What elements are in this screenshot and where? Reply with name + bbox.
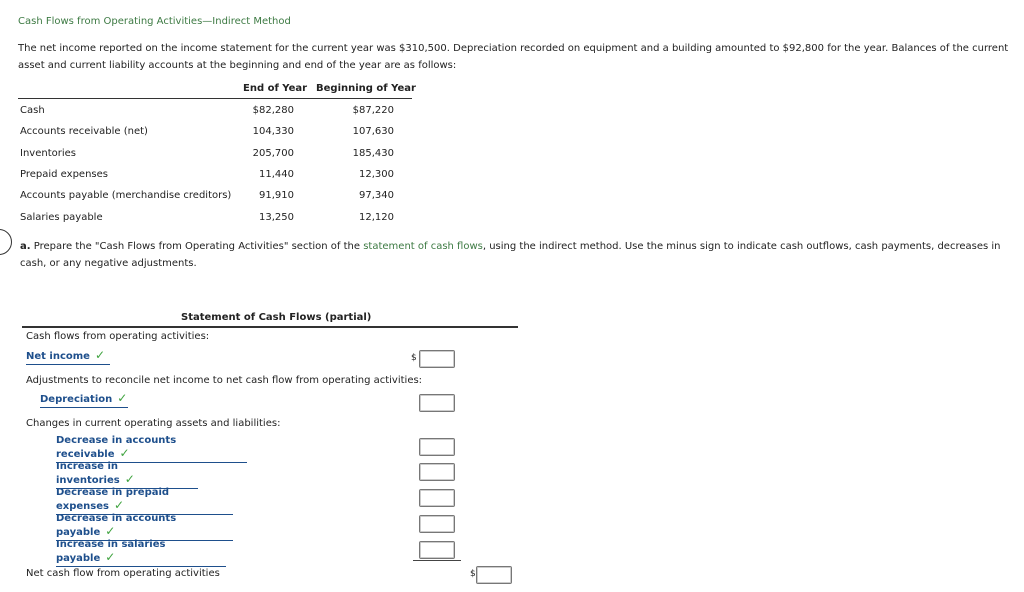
prepaid-expenses-amount-input[interactable]	[419, 489, 455, 507]
problem-intro: The net income reported on the income statement for the current year was $310,500. Depreciation recorded on equipment and a building amounted to $92,800 for the year. Balances of the current asset and current liability accounts at the beginning and end of the year are as follows:	[18, 43, 1009, 71]
table-row-label: Prepaid expenses	[20, 169, 108, 180]
operating-heading: Cash flows from operating activities:	[26, 331, 210, 342]
table-row-label: Cash	[20, 105, 45, 116]
depreciation-select[interactable]: Depreciation ✓	[40, 391, 128, 408]
subtotal-rule	[413, 560, 461, 561]
dollar-sign: $	[411, 353, 417, 363]
table-row-begin: 107,630	[352, 126, 394, 137]
check-icon: ✓	[124, 472, 135, 486]
check-icon: ✓	[113, 498, 125, 512]
table-row-end: 91,910	[259, 190, 294, 201]
change-select-accounts-receivable[interactable]: Decrease in accounts receivable ✓	[56, 435, 247, 463]
table-row-label: Accounts payable (merchandise creditors)	[20, 190, 232, 201]
table-row-label: Salaries payable	[20, 212, 103, 223]
net-cash-label: Net cash flow from operating activities	[26, 568, 220, 579]
check-icon: ✓	[119, 446, 130, 460]
table-row-begin: 185,430	[352, 148, 394, 159]
question-text-before: Prepare the "Cash Flows from Operating Activities" section of the	[33, 241, 361, 252]
check-icon: ✓	[105, 524, 116, 538]
col-header-begin: Beginning of Year	[316, 83, 416, 94]
check-icon: ✓	[117, 391, 128, 405]
table-row-label: Accounts receivable (net)	[20, 126, 148, 137]
change-select-accounts-payable[interactable]: Decrease in accounts payable ✓	[56, 513, 233, 541]
statement-title-rule	[22, 326, 518, 328]
net-cash-amount-input[interactable]	[476, 566, 512, 584]
dollar-sign: $	[470, 569, 476, 579]
net-income-amount-input[interactable]	[419, 350, 455, 368]
check-icon: ✓	[94, 348, 106, 362]
table-header-rule	[18, 98, 412, 99]
table-row-begin: $87,220	[352, 105, 394, 116]
table-row-end: 13,250	[259, 212, 294, 223]
table-row-end: 205,700	[252, 148, 294, 159]
change-select-inventories[interactable]: Increase in inventories ✓	[56, 461, 198, 489]
question-letter: a.	[20, 241, 31, 252]
changes-heading: Changes in current operating assets and liabilities:	[26, 418, 281, 429]
accounts-receivable-amount-input[interactable]	[419, 438, 455, 456]
adjustments-heading: Adjustments to reconcile net income to net cash flow from operating activities:	[26, 375, 423, 386]
check-icon: ✓	[105, 550, 116, 564]
inventories-amount-input[interactable]	[419, 463, 455, 481]
table-row-end: $82,280	[252, 105, 294, 116]
accounts-payable-amount-input[interactable]	[419, 515, 455, 533]
table-row-end: 11,440	[259, 169, 294, 180]
question-marker-circle	[0, 229, 12, 255]
question-text-after: , using the indirect method. Use the minus sign to indicate cash outflows, cash payments, decreases in cash, or any negative adjustments.	[20, 241, 1001, 269]
change-select-prepaid-expenses[interactable]: Decrease in prepaid expenses ✓	[56, 487, 233, 515]
change-select-salaries-payable[interactable]: Increase in salaries payable ✓	[56, 539, 226, 567]
depreciation-amount-input[interactable]	[419, 394, 455, 412]
table-row-begin: 12,120	[359, 212, 394, 223]
statement-of-cash-flows-link[interactable]: statement of cash flows	[363, 241, 483, 252]
statement-title: Statement of Cash Flows (partial)	[181, 312, 372, 323]
table-row-label: Inventories	[20, 148, 76, 159]
net-income-select[interactable]: Net income ✓	[26, 348, 110, 365]
salaries-payable-amount-input[interactable]	[419, 541, 455, 559]
table-row-begin: 97,340	[359, 190, 394, 201]
question-prompt	[20, 238, 1020, 272]
table-row-end: 104,330	[252, 126, 294, 137]
table-row-begin: 12,300	[359, 169, 394, 180]
col-header-end: End of Year	[243, 83, 308, 94]
page-title: Cash Flows from Operating Activities—Indirect Method	[18, 16, 291, 27]
